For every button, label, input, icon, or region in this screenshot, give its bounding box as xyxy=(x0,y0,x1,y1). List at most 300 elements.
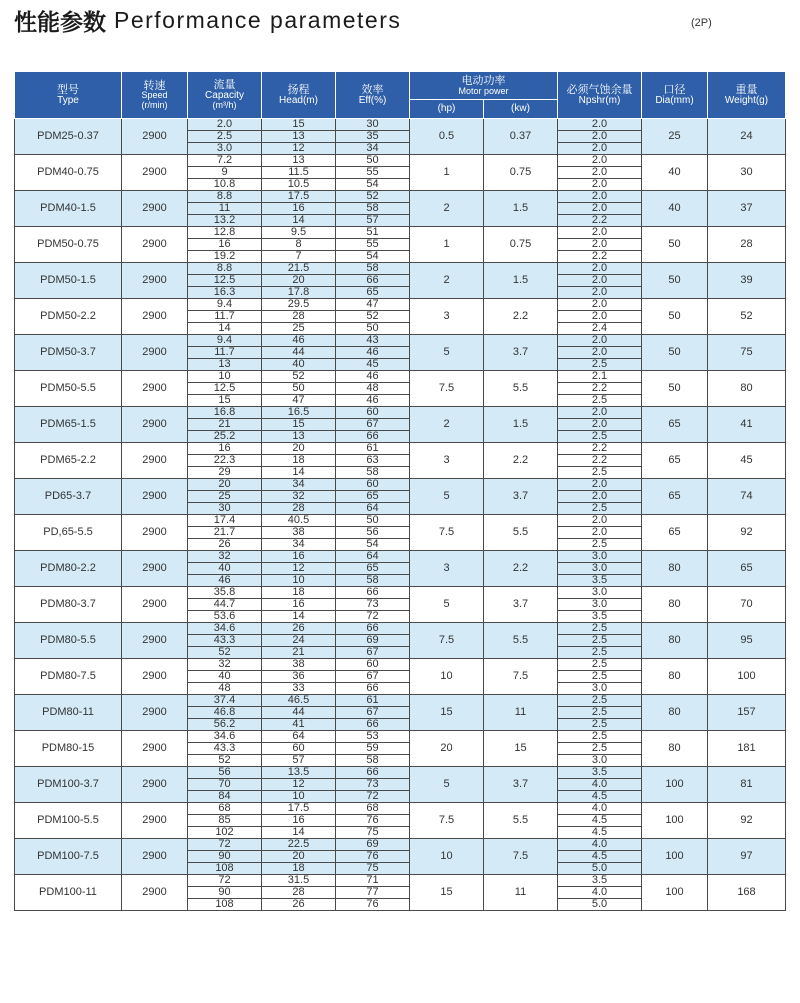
capacity-cell: 2.5 xyxy=(188,131,262,143)
capacity-cell: 20 xyxy=(188,479,262,491)
table-row xyxy=(15,119,786,131)
weight-cell: 30 xyxy=(708,155,786,191)
npshr-cell: 4.0 xyxy=(558,887,642,899)
dia-cell: 100 xyxy=(642,803,708,839)
performance-table xyxy=(14,71,786,911)
eff-cell: 53 xyxy=(336,731,410,743)
model-cell: PDM80-5.5 xyxy=(15,623,122,659)
npshr-cell: 2.0 xyxy=(558,239,642,251)
npshr-cell: 2.0 xyxy=(558,119,642,131)
capacity-cell: 25 xyxy=(188,491,262,503)
eff-cell: 76 xyxy=(336,815,410,827)
eff-cell: 56 xyxy=(336,527,410,539)
npshr-cell: 3.0 xyxy=(558,587,642,599)
weight-cell: 181 xyxy=(708,731,786,767)
head-cell: 52 xyxy=(262,371,336,383)
capacity-cell: 9.4 xyxy=(188,299,262,311)
eff-cell: 65 xyxy=(336,491,410,503)
npshr-cell: 2.5 xyxy=(558,503,642,515)
eff-cell: 54 xyxy=(336,179,410,191)
npshr-cell: 2.0 xyxy=(558,407,642,419)
capacity-cell: 108 xyxy=(188,899,262,911)
weight-cell: 92 xyxy=(708,803,786,839)
speed-cell: 2900 xyxy=(122,587,188,623)
capacity-cell: 12.5 xyxy=(188,275,262,287)
header-npshr: 必须气蚀余量 Npshr(m) xyxy=(558,72,642,119)
header-hp: (hp) xyxy=(410,100,484,119)
head-cell: 38 xyxy=(262,659,336,671)
capacity-cell: 34.6 xyxy=(188,623,262,635)
title-chinese: 性能参数 xyxy=(14,10,106,36)
dia-cell: 65 xyxy=(642,479,708,515)
capacity-cell: 3.0 xyxy=(188,143,262,155)
kw-cell: 0.75 xyxy=(484,227,558,263)
speed-cell: 2900 xyxy=(122,695,188,731)
head-cell: 26 xyxy=(262,623,336,635)
head-cell: 20 xyxy=(262,443,336,455)
speed-cell: 2900 xyxy=(122,191,188,227)
head-cell: 10 xyxy=(262,791,336,803)
eff-cell: 58 xyxy=(336,203,410,215)
speed-cell: 2900 xyxy=(122,623,188,659)
model-cell: PDM100-11 xyxy=(15,875,122,911)
npshr-cell: 3.0 xyxy=(558,683,642,695)
capacity-cell: 26 xyxy=(188,539,262,551)
npshr-cell: 2.0 xyxy=(558,131,642,143)
speed-cell: 2900 xyxy=(122,299,188,335)
npshr-cell: 2.2 xyxy=(558,215,642,227)
head-cell: 11.5 xyxy=(262,167,336,179)
npshr-cell: 3.0 xyxy=(558,563,642,575)
npshr-cell: 2.5 xyxy=(558,467,642,479)
capacity-cell: 108 xyxy=(188,863,262,875)
kw-cell: 7.5 xyxy=(484,839,558,875)
weight-cell: 168 xyxy=(708,875,786,911)
table-row xyxy=(15,191,786,203)
head-cell: 15 xyxy=(262,119,336,131)
eff-cell: 54 xyxy=(336,539,410,551)
eff-cell: 60 xyxy=(336,479,410,491)
weight-cell: 157 xyxy=(708,695,786,731)
hp-cell: 7.5 xyxy=(410,515,484,551)
hp-cell: 1 xyxy=(410,155,484,191)
capacity-cell: 10.8 xyxy=(188,179,262,191)
dia-cell: 80 xyxy=(642,587,708,623)
hp-cell: 15 xyxy=(410,875,484,911)
eff-cell: 75 xyxy=(336,863,410,875)
table-row xyxy=(15,659,786,671)
eff-cell: 46 xyxy=(336,395,410,407)
capacity-cell: 46 xyxy=(188,575,262,587)
weight-cell: 70 xyxy=(708,587,786,623)
hp-cell: 5 xyxy=(410,335,484,371)
kw-cell: 5.5 xyxy=(484,803,558,839)
header-head: 扬程 Head(m) xyxy=(262,72,336,119)
capacity-cell: 8.8 xyxy=(188,191,262,203)
capacity-cell: 35.8 xyxy=(188,587,262,599)
dia-cell: 50 xyxy=(642,263,708,299)
capacity-cell: 16 xyxy=(188,443,262,455)
eff-cell: 46 xyxy=(336,371,410,383)
dia-cell: 80 xyxy=(642,623,708,659)
weight-cell: 74 xyxy=(708,479,786,515)
head-cell: 17.5 xyxy=(262,803,336,815)
head-cell: 46 xyxy=(262,335,336,347)
dia-cell: 50 xyxy=(642,335,708,371)
npshr-cell: 2.0 xyxy=(558,227,642,239)
weight-cell: 75 xyxy=(708,335,786,371)
table-row xyxy=(15,227,786,239)
eff-cell: 47 xyxy=(336,299,410,311)
page-title xyxy=(14,4,401,38)
npshr-cell: 2.0 xyxy=(558,143,642,155)
capacity-cell: 16 xyxy=(188,239,262,251)
model-cell: PDM80-7.5 xyxy=(15,659,122,695)
capacity-cell: 70 xyxy=(188,779,262,791)
eff-cell: 77 xyxy=(336,887,410,899)
table-row xyxy=(15,263,786,275)
eff-cell: 51 xyxy=(336,227,410,239)
eff-cell: 55 xyxy=(336,167,410,179)
hp-cell: 7.5 xyxy=(410,803,484,839)
npshr-cell: 2.5 xyxy=(558,695,642,707)
head-cell: 10.5 xyxy=(262,179,336,191)
npshr-cell: 4.0 xyxy=(558,839,642,851)
eff-cell: 67 xyxy=(336,647,410,659)
eff-cell: 35 xyxy=(336,131,410,143)
eff-cell: 60 xyxy=(336,659,410,671)
head-cell: 12 xyxy=(262,563,336,575)
capacity-cell: 30 xyxy=(188,503,262,515)
capacity-cell: 72 xyxy=(188,875,262,887)
capacity-cell: 32 xyxy=(188,551,262,563)
table-row xyxy=(15,155,786,167)
table-row xyxy=(15,839,786,851)
head-cell: 13 xyxy=(262,155,336,167)
npshr-cell: 4.0 xyxy=(558,803,642,815)
npshr-cell: 4.5 xyxy=(558,851,642,863)
capacity-cell: 40 xyxy=(188,671,262,683)
dia-cell: 80 xyxy=(642,659,708,695)
table-row xyxy=(15,731,786,743)
npshr-cell: 2.5 xyxy=(558,743,642,755)
eff-cell: 67 xyxy=(336,419,410,431)
eff-cell: 63 xyxy=(336,455,410,467)
kw-cell: 2.2 xyxy=(484,551,558,587)
capacity-cell: 16.3 xyxy=(188,287,262,299)
npshr-cell: 2.5 xyxy=(558,659,642,671)
kw-cell: 1.5 xyxy=(484,191,558,227)
npshr-cell: 2.0 xyxy=(558,275,642,287)
table-row xyxy=(15,587,786,599)
eff-cell: 66 xyxy=(336,683,410,695)
capacity-cell: 37.4 xyxy=(188,695,262,707)
model-cell: PDM40-0.75 xyxy=(15,155,122,191)
eff-cell: 64 xyxy=(336,503,410,515)
dia-cell: 40 xyxy=(642,191,708,227)
head-cell: 16 xyxy=(262,551,336,563)
head-cell: 14 xyxy=(262,827,336,839)
capacity-cell: 84 xyxy=(188,791,262,803)
header-capacity: 流量 Capacity (m³/h) xyxy=(188,72,262,119)
npshr-cell: 4.5 xyxy=(558,815,642,827)
npshr-cell: 3.0 xyxy=(558,599,642,611)
head-cell: 34 xyxy=(262,479,336,491)
head-cell: 36 xyxy=(262,671,336,683)
capacity-cell: 52 xyxy=(188,647,262,659)
capacity-cell: 43.3 xyxy=(188,743,262,755)
kw-cell: 5.5 xyxy=(484,515,558,551)
head-cell: 29.5 xyxy=(262,299,336,311)
dia-cell: 50 xyxy=(642,299,708,335)
eff-cell: 67 xyxy=(336,707,410,719)
head-cell: 16 xyxy=(262,203,336,215)
model-cell: PDM50-2.2 xyxy=(15,299,122,335)
kw-cell: 3.7 xyxy=(484,767,558,803)
weight-cell: 95 xyxy=(708,623,786,659)
table-row xyxy=(15,623,786,635)
dia-cell: 40 xyxy=(642,155,708,191)
capacity-cell: 52 xyxy=(188,755,262,767)
header-dia: 口径 Dia(mm) xyxy=(642,72,708,119)
weight-cell: 28 xyxy=(708,227,786,263)
capacity-cell: 9 xyxy=(188,167,262,179)
capacity-cell: 25.2 xyxy=(188,431,262,443)
capacity-cell: 22.3 xyxy=(188,455,262,467)
kw-cell: 2.2 xyxy=(484,443,558,479)
model-cell: PDM100-3.7 xyxy=(15,767,122,803)
npshr-cell: 2.4 xyxy=(558,323,642,335)
npshr-cell: 2.5 xyxy=(558,623,642,635)
npshr-cell: 3.0 xyxy=(558,551,642,563)
head-cell: 17.8 xyxy=(262,287,336,299)
pole-tag: (2P) xyxy=(691,17,712,29)
eff-cell: 58 xyxy=(336,263,410,275)
speed-cell: 2900 xyxy=(122,371,188,407)
kw-cell: 3.7 xyxy=(484,335,558,371)
capacity-cell: 46.8 xyxy=(188,707,262,719)
head-cell: 44 xyxy=(262,707,336,719)
capacity-cell: 32 xyxy=(188,659,262,671)
capacity-cell: 48 xyxy=(188,683,262,695)
head-cell: 12 xyxy=(262,143,336,155)
npshr-cell: 3.5 xyxy=(558,875,642,887)
npshr-cell: 2.0 xyxy=(558,335,642,347)
eff-cell: 66 xyxy=(336,587,410,599)
hp-cell: 2 xyxy=(410,191,484,227)
model-cell: PDM80-2.2 xyxy=(15,551,122,587)
capacity-cell: 11.7 xyxy=(188,347,262,359)
kw-cell: 5.5 xyxy=(484,371,558,407)
kw-cell: 0.37 xyxy=(484,119,558,155)
head-cell: 20 xyxy=(262,851,336,863)
table-row xyxy=(15,371,786,383)
npshr-cell: 2.2 xyxy=(558,383,642,395)
head-cell: 32 xyxy=(262,491,336,503)
capacity-cell: 29 xyxy=(188,467,262,479)
capacity-cell: 68 xyxy=(188,803,262,815)
dia-cell: 50 xyxy=(642,227,708,263)
model-cell: PDM40-1.5 xyxy=(15,191,122,227)
npshr-cell: 2.0 xyxy=(558,347,642,359)
npshr-cell: 2.2 xyxy=(558,443,642,455)
dia-cell: 65 xyxy=(642,443,708,479)
head-cell: 13 xyxy=(262,131,336,143)
header-speed: 转速 Speed (r/min) xyxy=(122,72,188,119)
eff-cell: 50 xyxy=(336,323,410,335)
eff-cell: 66 xyxy=(336,431,410,443)
hp-cell: 5 xyxy=(410,479,484,515)
model-cell: PDM65-2.2 xyxy=(15,443,122,479)
kw-cell: 1.5 xyxy=(484,263,558,299)
capacity-cell: 13.2 xyxy=(188,215,262,227)
capacity-cell: 90 xyxy=(188,887,262,899)
head-cell: 38 xyxy=(262,527,336,539)
head-cell: 21.5 xyxy=(262,263,336,275)
npshr-cell: 2.0 xyxy=(558,479,642,491)
head-cell: 41 xyxy=(262,719,336,731)
dia-cell: 100 xyxy=(642,767,708,803)
head-cell: 50 xyxy=(262,383,336,395)
head-cell: 18 xyxy=(262,863,336,875)
head-cell: 18 xyxy=(262,455,336,467)
capacity-cell: 40 xyxy=(188,563,262,575)
npshr-cell: 5.0 xyxy=(558,899,642,911)
table-row xyxy=(15,515,786,527)
table-row xyxy=(15,479,786,491)
npshr-cell: 2.5 xyxy=(558,731,642,743)
model-cell: PDM50-3.7 xyxy=(15,335,122,371)
head-cell: 16 xyxy=(262,599,336,611)
table-row xyxy=(15,551,786,563)
weight-cell: 45 xyxy=(708,443,786,479)
capacity-cell: 56.2 xyxy=(188,719,262,731)
eff-cell: 67 xyxy=(336,671,410,683)
npshr-cell: 2.0 xyxy=(558,515,642,527)
eff-cell: 69 xyxy=(336,635,410,647)
capacity-cell: 17.4 xyxy=(188,515,262,527)
model-cell: PDM80-15 xyxy=(15,731,122,767)
eff-cell: 50 xyxy=(336,155,410,167)
speed-cell: 2900 xyxy=(122,803,188,839)
speed-cell: 2900 xyxy=(122,839,188,875)
npshr-cell: 3.5 xyxy=(558,611,642,623)
head-cell: 60 xyxy=(262,743,336,755)
eff-cell: 75 xyxy=(336,827,410,839)
npshr-cell: 2.5 xyxy=(558,431,642,443)
kw-cell: 2.2 xyxy=(484,299,558,335)
hp-cell: 0.5 xyxy=(410,119,484,155)
npshr-cell: 2.5 xyxy=(558,635,642,647)
weight-cell: 41 xyxy=(708,407,786,443)
eff-cell: 73 xyxy=(336,599,410,611)
eff-cell: 55 xyxy=(336,239,410,251)
npshr-cell: 2.0 xyxy=(558,527,642,539)
npshr-cell: 2.5 xyxy=(558,671,642,683)
kw-cell: 7.5 xyxy=(484,659,558,695)
header-eff: 效率 Eff(%) xyxy=(336,72,410,119)
capacity-cell: 8.8 xyxy=(188,263,262,275)
model-cell: PDM100-7.5 xyxy=(15,839,122,875)
speed-cell: 2900 xyxy=(122,551,188,587)
head-cell: 13.5 xyxy=(262,767,336,779)
dia-cell: 80 xyxy=(642,731,708,767)
speed-cell: 2900 xyxy=(122,479,188,515)
capacity-cell: 10 xyxy=(188,371,262,383)
hp-cell: 2 xyxy=(410,407,484,443)
head-cell: 64 xyxy=(262,731,336,743)
model-cell: PDM50-5.5 xyxy=(15,371,122,407)
npshr-cell: 2.5 xyxy=(558,647,642,659)
eff-cell: 66 xyxy=(336,767,410,779)
weight-cell: 39 xyxy=(708,263,786,299)
npshr-cell: 5.0 xyxy=(558,863,642,875)
npshr-cell: 3.0 xyxy=(558,755,642,767)
eff-cell: 30 xyxy=(336,119,410,131)
eff-cell: 45 xyxy=(336,359,410,371)
speed-cell: 2900 xyxy=(122,875,188,911)
npshr-cell: 4.5 xyxy=(558,791,642,803)
capacity-cell: 2.0 xyxy=(188,119,262,131)
eff-cell: 68 xyxy=(336,803,410,815)
head-cell: 18 xyxy=(262,587,336,599)
dia-cell: 100 xyxy=(642,839,708,875)
head-cell: 12 xyxy=(262,779,336,791)
eff-cell: 58 xyxy=(336,755,410,767)
speed-cell: 2900 xyxy=(122,767,188,803)
weight-cell: 100 xyxy=(708,659,786,695)
npshr-cell: 4.5 xyxy=(558,827,642,839)
model-cell: PDM50-1.5 xyxy=(15,263,122,299)
capacity-cell: 12.5 xyxy=(188,383,262,395)
model-cell: PDM65-1.5 xyxy=(15,407,122,443)
hp-cell: 3 xyxy=(410,551,484,587)
eff-cell: 59 xyxy=(336,743,410,755)
eff-cell: 58 xyxy=(336,575,410,587)
eff-cell: 73 xyxy=(336,779,410,791)
eff-cell: 65 xyxy=(336,287,410,299)
hp-cell: 5 xyxy=(410,587,484,623)
head-cell: 25 xyxy=(262,323,336,335)
kw-cell: 11 xyxy=(484,875,558,911)
eff-cell: 72 xyxy=(336,791,410,803)
head-cell: 40 xyxy=(262,359,336,371)
speed-cell: 2900 xyxy=(122,515,188,551)
npshr-cell: 2.5 xyxy=(558,707,642,719)
head-cell: 17.5 xyxy=(262,191,336,203)
head-cell: 46.5 xyxy=(262,695,336,707)
head-cell: 57 xyxy=(262,755,336,767)
speed-cell: 2900 xyxy=(122,155,188,191)
npshr-cell: 2.0 xyxy=(558,191,642,203)
head-cell: 20 xyxy=(262,275,336,287)
head-cell: 28 xyxy=(262,887,336,899)
npshr-cell: 2.2 xyxy=(558,251,642,263)
head-cell: 7 xyxy=(262,251,336,263)
hp-cell: 2 xyxy=(410,263,484,299)
npshr-cell: 4.0 xyxy=(558,779,642,791)
capacity-cell: 56 xyxy=(188,767,262,779)
speed-cell: 2900 xyxy=(122,731,188,767)
capacity-cell: 21 xyxy=(188,419,262,431)
dia-cell: 80 xyxy=(642,551,708,587)
head-cell: 8 xyxy=(262,239,336,251)
eff-cell: 60 xyxy=(336,407,410,419)
table-row xyxy=(15,407,786,419)
weight-cell: 80 xyxy=(708,371,786,407)
table-row xyxy=(15,335,786,347)
speed-cell: 2900 xyxy=(122,335,188,371)
